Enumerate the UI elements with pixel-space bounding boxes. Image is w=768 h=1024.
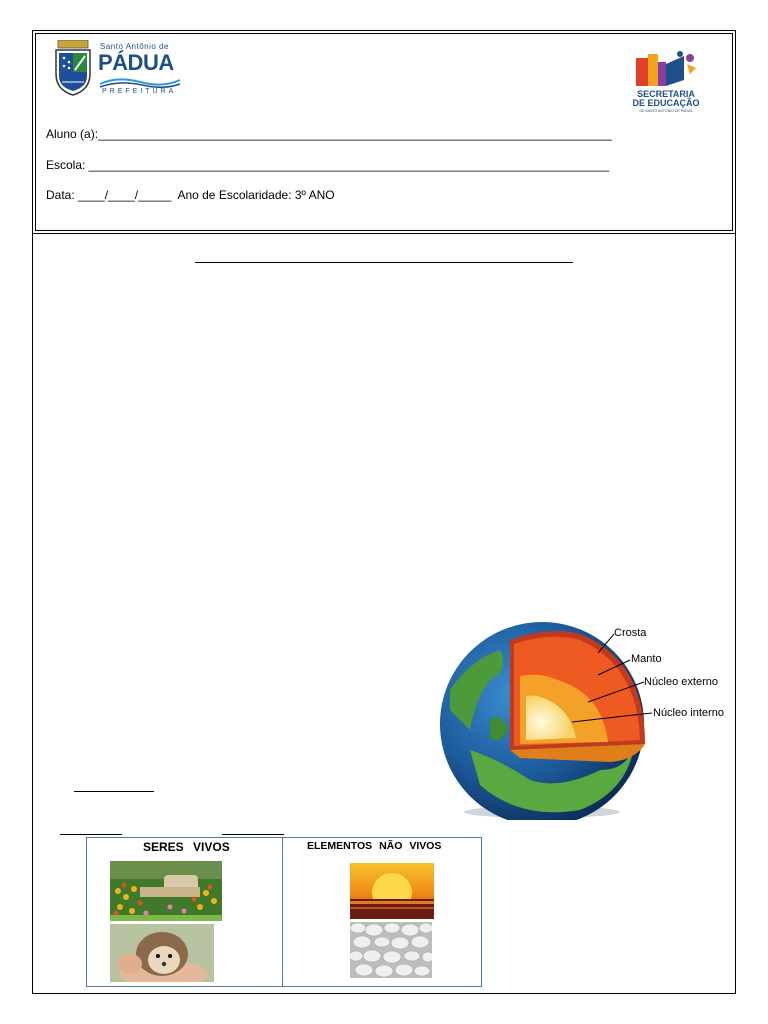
col-header-elementos-nao-vivos: ELEMENTOS NÃO VIVOS <box>307 840 442 852</box>
label-crosta: Crosta <box>614 627 647 639</box>
garden-flowers-image <box>110 861 222 921</box>
data-field: Data: ____/____/_____ Ano de Escolaridade: 3º ANO <box>46 188 335 202</box>
secretaria-logo <box>628 50 708 116</box>
logo-sub-text: PREFEITURA <box>102 88 177 95</box>
answer-blank <box>222 834 284 835</box>
escola-field: Escola: ______________________________________________________________________________ <box>46 158 610 172</box>
aluno-field: Aluno (a):_____________________________________________________________________________ <box>46 127 612 141</box>
white-stones-image <box>350 922 432 978</box>
coat-of-arms-icon <box>52 40 94 96</box>
label-nucleo-externo: Núcleo externo <box>644 676 718 688</box>
title-blank-line <box>195 262 573 263</box>
earth-layers-diagram <box>430 620 760 820</box>
label-nucleo-interno: Núcleo interno <box>653 707 724 719</box>
classification-table <box>86 837 482 987</box>
logo-small-text: Santo Antônio de <box>100 42 169 51</box>
label-manto: Manto <box>631 653 662 665</box>
wave-icon <box>98 76 182 88</box>
logo-name: PÁDUA <box>98 50 174 75</box>
answer-blank <box>74 791 154 792</box>
secretaria-text: SECRETARIA DE EDUCAÇÃO <box>632 89 700 108</box>
book-people-icon <box>632 50 702 90</box>
sunset-image <box>350 863 434 919</box>
hedgehog-image <box>110 924 214 982</box>
table-divider <box>282 838 283 986</box>
secretaria-tiny-text: DE SANTO ANTONIO DE PADUA <box>639 109 693 113</box>
padua-logo <box>52 40 192 100</box>
col-header-seres-vivos: SERES VIVOS <box>143 840 230 854</box>
answer-blank <box>60 834 122 835</box>
